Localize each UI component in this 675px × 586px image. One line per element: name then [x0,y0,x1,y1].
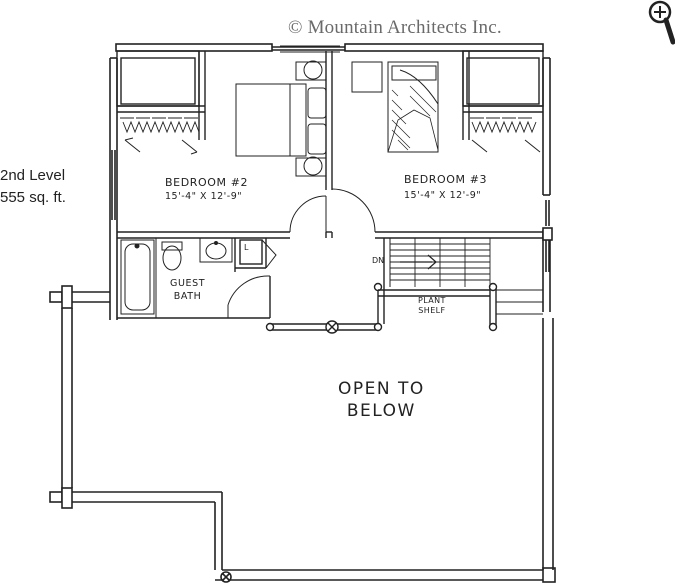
guest-bath-line2: BATH [173,291,202,302]
stair-treads [390,238,490,287]
plant-shelf-label [418,296,446,316]
level-info [0,165,66,209]
guest-bath-label [170,277,205,303]
closet-left [117,51,205,154]
plant-shelf-line1: PLANT [418,296,446,305]
copyright-text: © Mountain Architects Inc. [288,17,502,38]
magnifier-zoom-icon-glyph [645,0,675,46]
magnifier-zoom-icon[interactable] [645,0,675,46]
open-to-below-label [338,378,425,422]
linen-closet-label: L [244,243,249,252]
bedroom3-name: BEDROOM #3 [404,173,488,186]
closet-right [463,51,543,152]
level-area: 555 sq. ft. [0,189,66,206]
bedroom2-name: BEDROOM #2 [165,176,249,189]
bedroom2-dims: 15'-4" X 12'-9" [165,191,243,202]
open-to-below-line2: BELOW [346,401,416,421]
plant-shelf-line2: SHELF [418,306,446,315]
open-to-below-line1: OPEN TO [338,379,425,399]
bedroom3-dims: 15'-4" X 12'-9" [404,190,482,201]
bed-bedroom2 [236,61,326,176]
level-name: 2nd Level [0,167,66,184]
bed-bedroom3 [352,62,438,152]
stair-down-label: DN [372,256,385,265]
guest-bath-line1: GUEST [170,278,206,289]
